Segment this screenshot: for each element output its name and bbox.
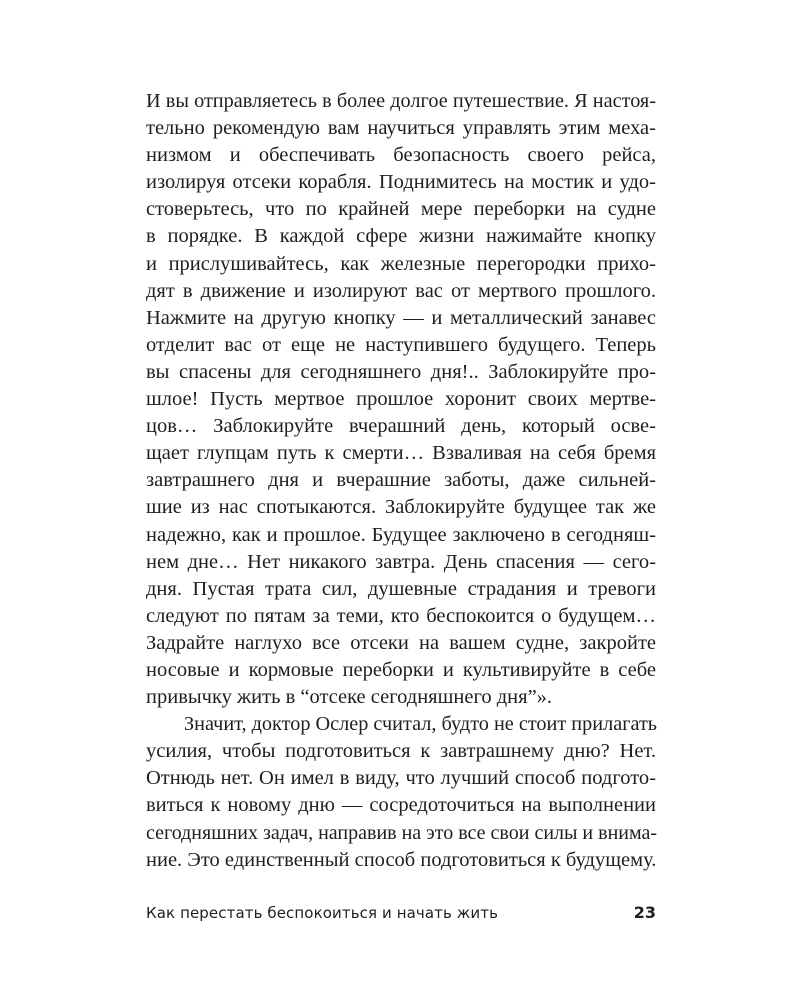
text-line: шлое! Пусть мертвое прошлое хоронит своих мертве- <box>146 388 656 411</box>
text-line: и прислушивайтесь, как железные перегородки прихо- <box>146 252 656 275</box>
running-title: Как перестать беспокоиться и начать жить <box>146 904 499 922</box>
text-line: следуют по пятам за теми, кто беспокоится о будущем… <box>146 604 656 627</box>
page-footer <box>146 904 656 928</box>
text-line: сегодняшних задач, направив на это все свои силы и внима- <box>146 821 658 844</box>
text-line: вы спасены для сегодняшнего дня!.. Заблокируйте про- <box>146 360 656 383</box>
text-line: шие из нас спотыкаются. Заблокируйте будущее так же <box>146 496 656 519</box>
paragraph-2 <box>146 711 656 874</box>
text-line: тельно рекомендую вам научиться управлять этим меха- <box>146 117 656 140</box>
text-line: отделит вас от еще не наступившего будущего. Теперь <box>146 333 656 356</box>
text-line: Нажмите на другую кнопку — и металлический занавес <box>146 306 656 329</box>
text-line: Отнюдь нет. Он имел в виду, что лучший способ подгото- <box>146 767 656 790</box>
text-line: цов… Заблокируйте вчерашний день, который осве- <box>146 415 656 438</box>
paragraph-1 <box>146 88 656 711</box>
text-line: дят в движение и изолируют вас от мертвого прошлого. <box>146 279 656 302</box>
text-line: Значит, доктор Ослер считал, будто не стоит прилагать <box>184 713 658 736</box>
text-line: изолируя отсеки корабля. Поднимитесь на мостик и удо- <box>146 171 656 194</box>
body-text <box>146 88 656 874</box>
text-line: ние. Это единственный способ подготовиться к будущему. <box>146 848 657 871</box>
text-line: дня. Пустая трата сил, душевные страдания и тревоги <box>146 577 656 600</box>
page-number: 23 <box>633 903 656 922</box>
text-line: привычку жить в “отсеке сегодняшнего дня”». <box>146 686 553 709</box>
text-line: стоверьтесь, что по крайней мере переборки на судне <box>146 198 656 221</box>
text-line: щает глупцам путь к смерти… Взваливая на себя бремя <box>146 442 656 465</box>
text-line: виться к новому дню — сосредоточиться на выполнении <box>146 794 656 817</box>
text-line: И вы отправляетесь в более долгое путешествие. Я настоя- <box>146 90 656 112</box>
text-line: надежно, как и прошлое. Будущее заключено в сегодняш- <box>146 523 656 546</box>
text-line: нем дне… Нет никакого завтра. День спасения — сего- <box>146 550 656 573</box>
text-line: Задрайте наглухо все отсеки на вашем судне, закройте <box>146 631 656 654</box>
text-line: низмом и обеспечивать безопасность своего рейса, <box>146 144 656 167</box>
text-line: усилия, чтобы подготовиться к завтрашнему дню? Нет. <box>146 740 656 763</box>
text-line: носовые и кормовые переборки и культивируйте в себе <box>146 658 656 681</box>
text-line: завтрашнего дня и вчерашние заботы, даже сильней- <box>146 469 656 492</box>
text-line: в порядке. В каждой сфере жизни нажимайте кнопку <box>146 225 656 248</box>
